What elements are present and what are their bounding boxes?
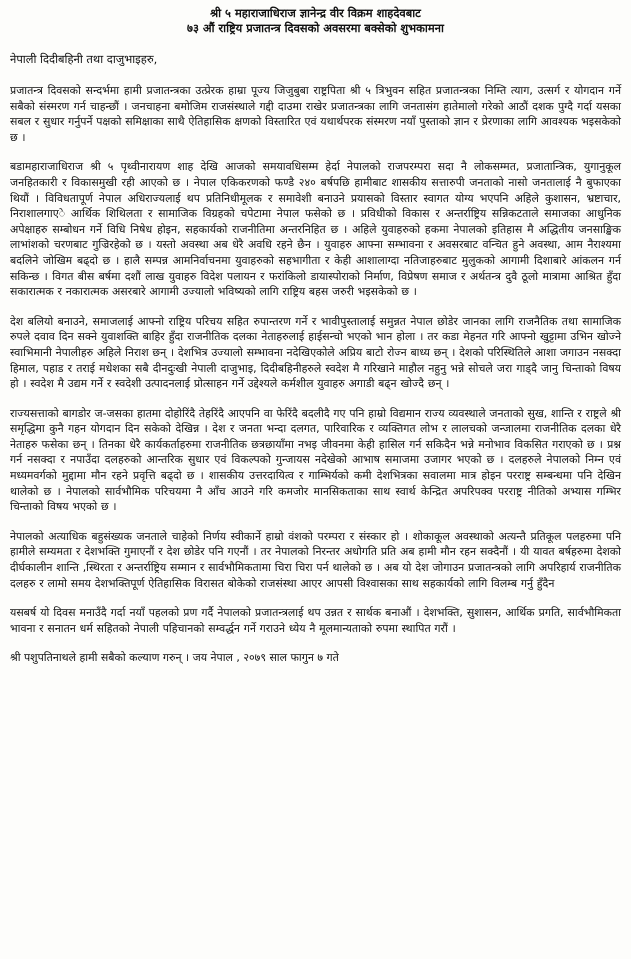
- paragraph-6: यसबर्ष यो दिवस मनाउँदै गर्दा नयाँ पहलको प्रण गर्दै नेपालको प्रजातन्त्रलाई थप उन्नत र सार्थक बनाऔं । देशभक्ति, सुशासन, आर्थिक प्रगति, सार्वभौमिकता भावना र सनातन धर्म सहितको नेपाली पहिचानको सम्वर्द्धन गर्ने गराउने ध्येय नै मूलमान्यताको रुपमा स्थापित गरौं ।: [10, 606, 621, 635]
- salutation: नेपाली दिदीबहिनी तथा दाजुभाइहरु,: [10, 52, 158, 66]
- header-title-line-1: श्री ५ महाराजाधिराज ज्ञानेन्द्र वीर विक्रम शाहदेवबाट: [210, 6, 421, 20]
- document-header: [10, 6, 621, 36]
- paragraph-1: प्रजातन्त्र दिवसको सन्दर्भमा हामी प्रजातन्त्रका उत्प्रेरक हाम्रा पूज्य जिजुबुबा राष्ट्रपिता श्री ५ त्रिभुवन सहित प्रजातन्त्रका निम्ति त्याग, उत्सर्ग र योगदान गर्ने सबैको संस्मरण गर्न चाहन्छौं । जनचाहना बमोजिम राजसंस्थाले गद्दी दाउमा राखेर प्रजातन्त्रका लागि जनतासंग हातेमालो गरेको आठौं दशक पुग्दै गर्दा यसका सबल र सुधार गर्नुपर्ने पक्षको समिक्षाका साथै ऐतिहासिक क्षणको विस्तारित एवं यथार्थपरक संस्मरण नयाँ पुस्ताको ज्ञान र प्रेरणाका लागि आवश्यक भइसकेको छ ।: [10, 84, 621, 144]
- header-title-line-2: ७३ औं राष्ट्रिय प्रजातन्त्र दिवसको अवसरमा बक्सेको शुभकामना: [187, 21, 444, 35]
- paragraph-2: बडामहाराजाधिराज श्री ५ पृथ्वीनारायण शाह देखि आजको समयावधिसम्म हेर्दा नेपालको राजपरम्परा सदा नै लोकसम्मत, प्रजातान्त्रिक, युगानुकूल जनहितकारी र विकासमुखी रही आएको छ । नेपाल एकिकरणको फण्डै २४० बर्षपछि हामीबाट शासकीय सत्तारुपी जनताको नासो जनतालाई नै बुफाएका थियौं । विविधतापूर्ण नेपाल अधिराज्यलाई थप प्रतिनिधीमूलक र समावेशी बनाउने प्रयासको विस्तार स्वागत योग्य भएपनि अहिले कुशासन, भ्रष्टाचार, निराशालगाएे आर्थिक शिथिलता र सामाजिक विग्रहको चपेटामा नेपाल फसेको छ । प्रविधीको विकास र अन्तर्राष्ट्रिय सन्निकटताले समाजका आधुनिक अपेक्षाहरु सम्बोधन गर्ने विधि निषेध होइन, सहकार्यको राजनीतिमा अन्तरनिहित छ । अहिले युवाहरुको हकमा नेपालको इतिहास मै अद्धितीय जनसाङ्खिक लाभांशको चरणबाट गुज्रिरहेको छ । यस्तो अवस्था अब धेरै अवधि रहने छैन । युवाहरु आफ्ना सम्भावना र अवसरबाट वन्चित हुने अवस्था, आम नैराश्यमा बदलिने जोखिम बढ्दो छ । हालै सम्पन्न आमनिर्वाचनमा युवाहरुको सहभागीता र केही आशालाग्दा नतिजाहरुबाट मुलुकको आगामी दिशाबारे आंकलन गर्न सकिन्छ । विगत बीस बर्षमा दशौं लाख युवाहरु विदेश पलायन र फरांकिलो डायास्पोराको निर्माण, विप्रेषण समाज र अर्थतन्त्र दुवै ठूलो मात्रामा आश्रित हुँदा सकारात्मक र नकारात्मक असरबारे आगामी उज्यालो भविष्यको लागि राष्ट्रिय बहस जरुरी भइसकेको छ ।: [10, 160, 621, 299]
- closing-line: श्री पशुपतिनाथले हामी सबैको कल्याण गरुन् । जय नेपाल , २०७९ साल फागुन ७ गते: [10, 651, 339, 665]
- paragraph-3: देश बलियो बनाउने, समाजलाई आफ्नो राष्ट्रिय परिचय सहित रुपान्तरण गर्ने र भावीपुस्तालाई समुन्नत नेपाल छोडेर जानका लागि राजनैतिक तथा सामाजिक रुपले दवाव दिन सक्ने युवाशक्ति बाहिर हुँदा राजनीतिक दलका नेताहरुलाई हाईसन्चो भएको भान होला । तर कडा मेहनत गरि आफ्नो खुट्टामा उभिन खोज्ने स्वाभिमानी नेपालीहरु अहिले निराश छन् । देशभित्र उज्यालो सम्भावना नदेखिएकोले अप्रिय बाटो रोज्न बाध्य छन् । देशको परिस्थितिले आशा जगाउन नसक्दा हिमाल, पहाड र तराई मधेशका सबै दीनदुःखी नेपाली दाजुभाइ, दिदीबहिनीहरुले स्वदेश मै गरिखाने माहौल नहुनु भन्ने सोचले जरा गाड्दै जानु चिन्ताको विषय हो । स्वदेश मै उद्यम गर्ने र स्वदेशी उत्पादनलाई प्रोत्साहन गर्ने उद्देश्यले कर्मशील युवाहरु अगाडी बढ्न खोज्दै छन् ।: [10, 314, 621, 391]
- paragraph-4: राज्यसत्ताको बागडोर ज-जसका हातमा दोहोरिंदै तेहरिंदै आएपनि वा फेरिंदै बदलीदै गए पनि हाम्रो विद्यमान राज्य व्यवस्थाले जनताको सुख, शान्ति र राष्ट्रले श्री समृद्धिमा कुनै गहन योगदान दिन सकेको देखिन्न । देश र जनता भन्दा दलगत, पारिवारिक र व्यक्तिगत लोभ र लालचको जन्जालमा राजनीतिक दलका धेरै नेताहरु फसेका छन् । तिनका धेरै कार्यकर्ताहरुमा राजनीतिक छत्रछायाँमा नभइ जीवनमा केही हासिल गर्न सकिदैन भन्ने मनोभाव विकसित गराएको छ । प्रश्न गर्न नसक्दा र नपाउँदा दलहरुको आन्तरिक सुधार एवं विकल्पको गुन्जायस नदेखेको आभाष समाजमा उजागर भएको छ । दलहरुले नेपालको निम्न एवं मध्यमवर्गको मुद्दामा मौन रहने प्रवृत्ति बढ्दो छ । शासकीय उत्तरदायित्व र गाम्भिर्यको कमी देशभित्रका सवालमा मात्र होइन परराष्ट्र सम्बन्धमा पनि देखिन थालेको छ । नेपालको सार्वभौमिक परिचयमा नै आँच आउने गरि कमजोर मानसिकताका साथ स्वार्थ केन्द्रित अपरिपक्व परराष्ट्र नीतिको अभ्यास गम्भिर चिन्ताको विषय भएको छ ।: [10, 406, 621, 514]
- paragraph-5: नेपालको अत्याधिक बहुसंख्यक जनताले चाहेको निर्णय स्वीकार्ने हाम्रो वंशको परम्परा र संस्कार हो । शोकाकूल अवस्थाको अत्यन्तै प्रतिकूल पलहरुमा पनि हामीले सम्यमता र देशभक्ति गुमाएनौं र देश छोडेर पनि गएनौं । तर नेपालको निरन्तर अधोगति प्रति अब हामी मौन रहन सक्दैनौं । यी यावत बर्षहरुमा देशको दीर्घकालीन शान्ति ,स्थिरता र अन्तर्राष्ट्रिय सम्मान र सार्वभौमिकतामा चिरा चिरा पर्न थालेको छ । अब यो देश जोगाउन प्रजातन्त्रको लागि अपरिहार्य राजनीतिक दलहरु र लामो समय देशभक्तिपूर्ण ऐतिहासिक विरासत बोकेको राजसंस्था आएर आपसी विश्वासका साथ सहकार्यको लागि विलम्ब गर्नु हुँदैन: [10, 529, 621, 590]
